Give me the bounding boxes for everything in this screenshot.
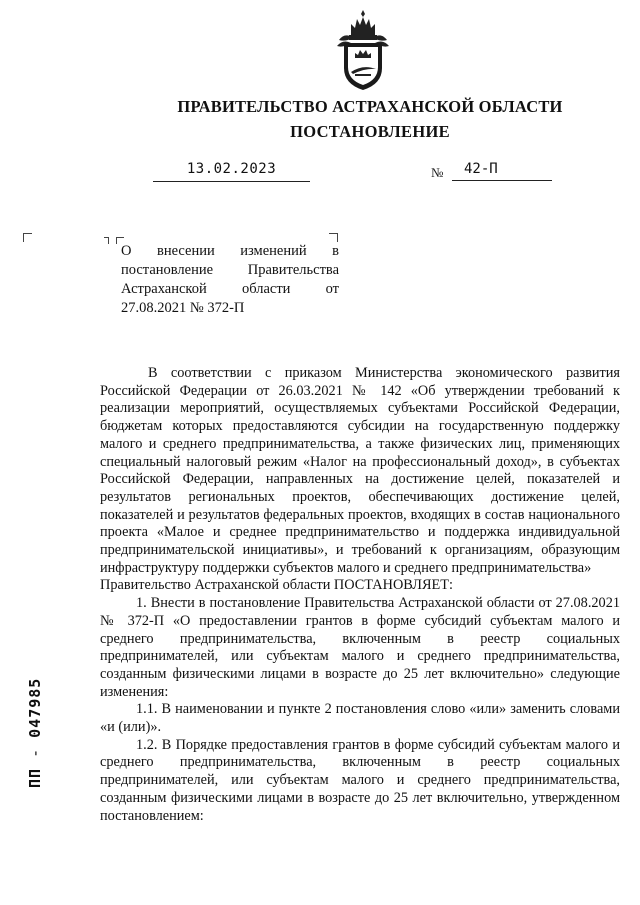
document-body [100,365,620,825]
item-1-1-paragraph: 1.1. В наименовании и пункте 2 постановления слово «или» заменить словами «и (или)». [100,701,620,736]
item-1-2-paragraph: 1.2. В Порядке предоставления грантов в форме субсидий субъектам малого и среднего предпринимательства, включенным в реестр социальных предпринимателей, или субъектам малого и среднего предпринимательства, созданным физическими лицами в возрасте до 25 лет включительно, утвержденном постановлением: [100,736,620,824]
coat-of-arms-icon [335,8,391,92]
stamp-number: 047985 [26,677,44,738]
number-sign: № [431,165,444,180]
stamp-series: ПП [26,767,44,788]
item-1-paragraph: 1. Внести в постановление Правительства Астраханской области от 27.08.2021 № 372-П «О предоставлении грантов в форме субсидий субъектам малого и среднего предпринимательства, включенным в реестр социальных предпринимателей, или субъектам малого и среднего предпринимательства, созданным физическими лицами в возрасте до 25 лет включительно» следующие изменения: [100,595,620,700]
document-type: ПОСТАНОВЛЕНИЕ [290,122,450,141]
document-subject: О внесении изменений в постановление Правительства Астраханской области от 27.08.2021 № 372-П [121,243,339,316]
document-date: 13.02.2023 [153,161,310,182]
organization-title: ПРАВИТЕЛЬСТВО АСТРАХАНСКОЙ ОБЛАСТИ [177,97,563,116]
preamble-paragraph: В соответствии с приказом Министерства экономического развития Российской Федерации от 26.03.2021 № 142 «Об утверждении требований к реализации мероприятий, осуществляемых субъектами Российской Федерации, бюджетам которых предоставляются субсидии на государственную поддержку малого и среднего предпринимательства, а также физических лиц, применяющих специальный налоговый режим «Налог на профессиональный доход», в субъектах Российской Федерации, направленных на достижение целей, показателей и результатов региональных проектов, обеспечивающих достижение целей, показателей и результатов федеральных проектов, входящих в состав национального проекта «Малое и среднее предпринимательство и поддержка индивидуальной предпринимательской инициативы», и требований к организациям, образующим инфраструктуру поддержки субъектов малого и среднего предпринимательства» [100,365,620,576]
document-number: 42-П [452,161,552,181]
serial-stamp [26,668,48,788]
margin-corner-mark [104,237,109,244]
stamp-separator: - [26,747,44,758]
margin-corner-mark [329,233,338,242]
resolves-line: Правительство Астраханской области ПОСТАНОВЛЯЕТ: [100,577,453,594]
margin-corner-mark [23,233,32,242]
